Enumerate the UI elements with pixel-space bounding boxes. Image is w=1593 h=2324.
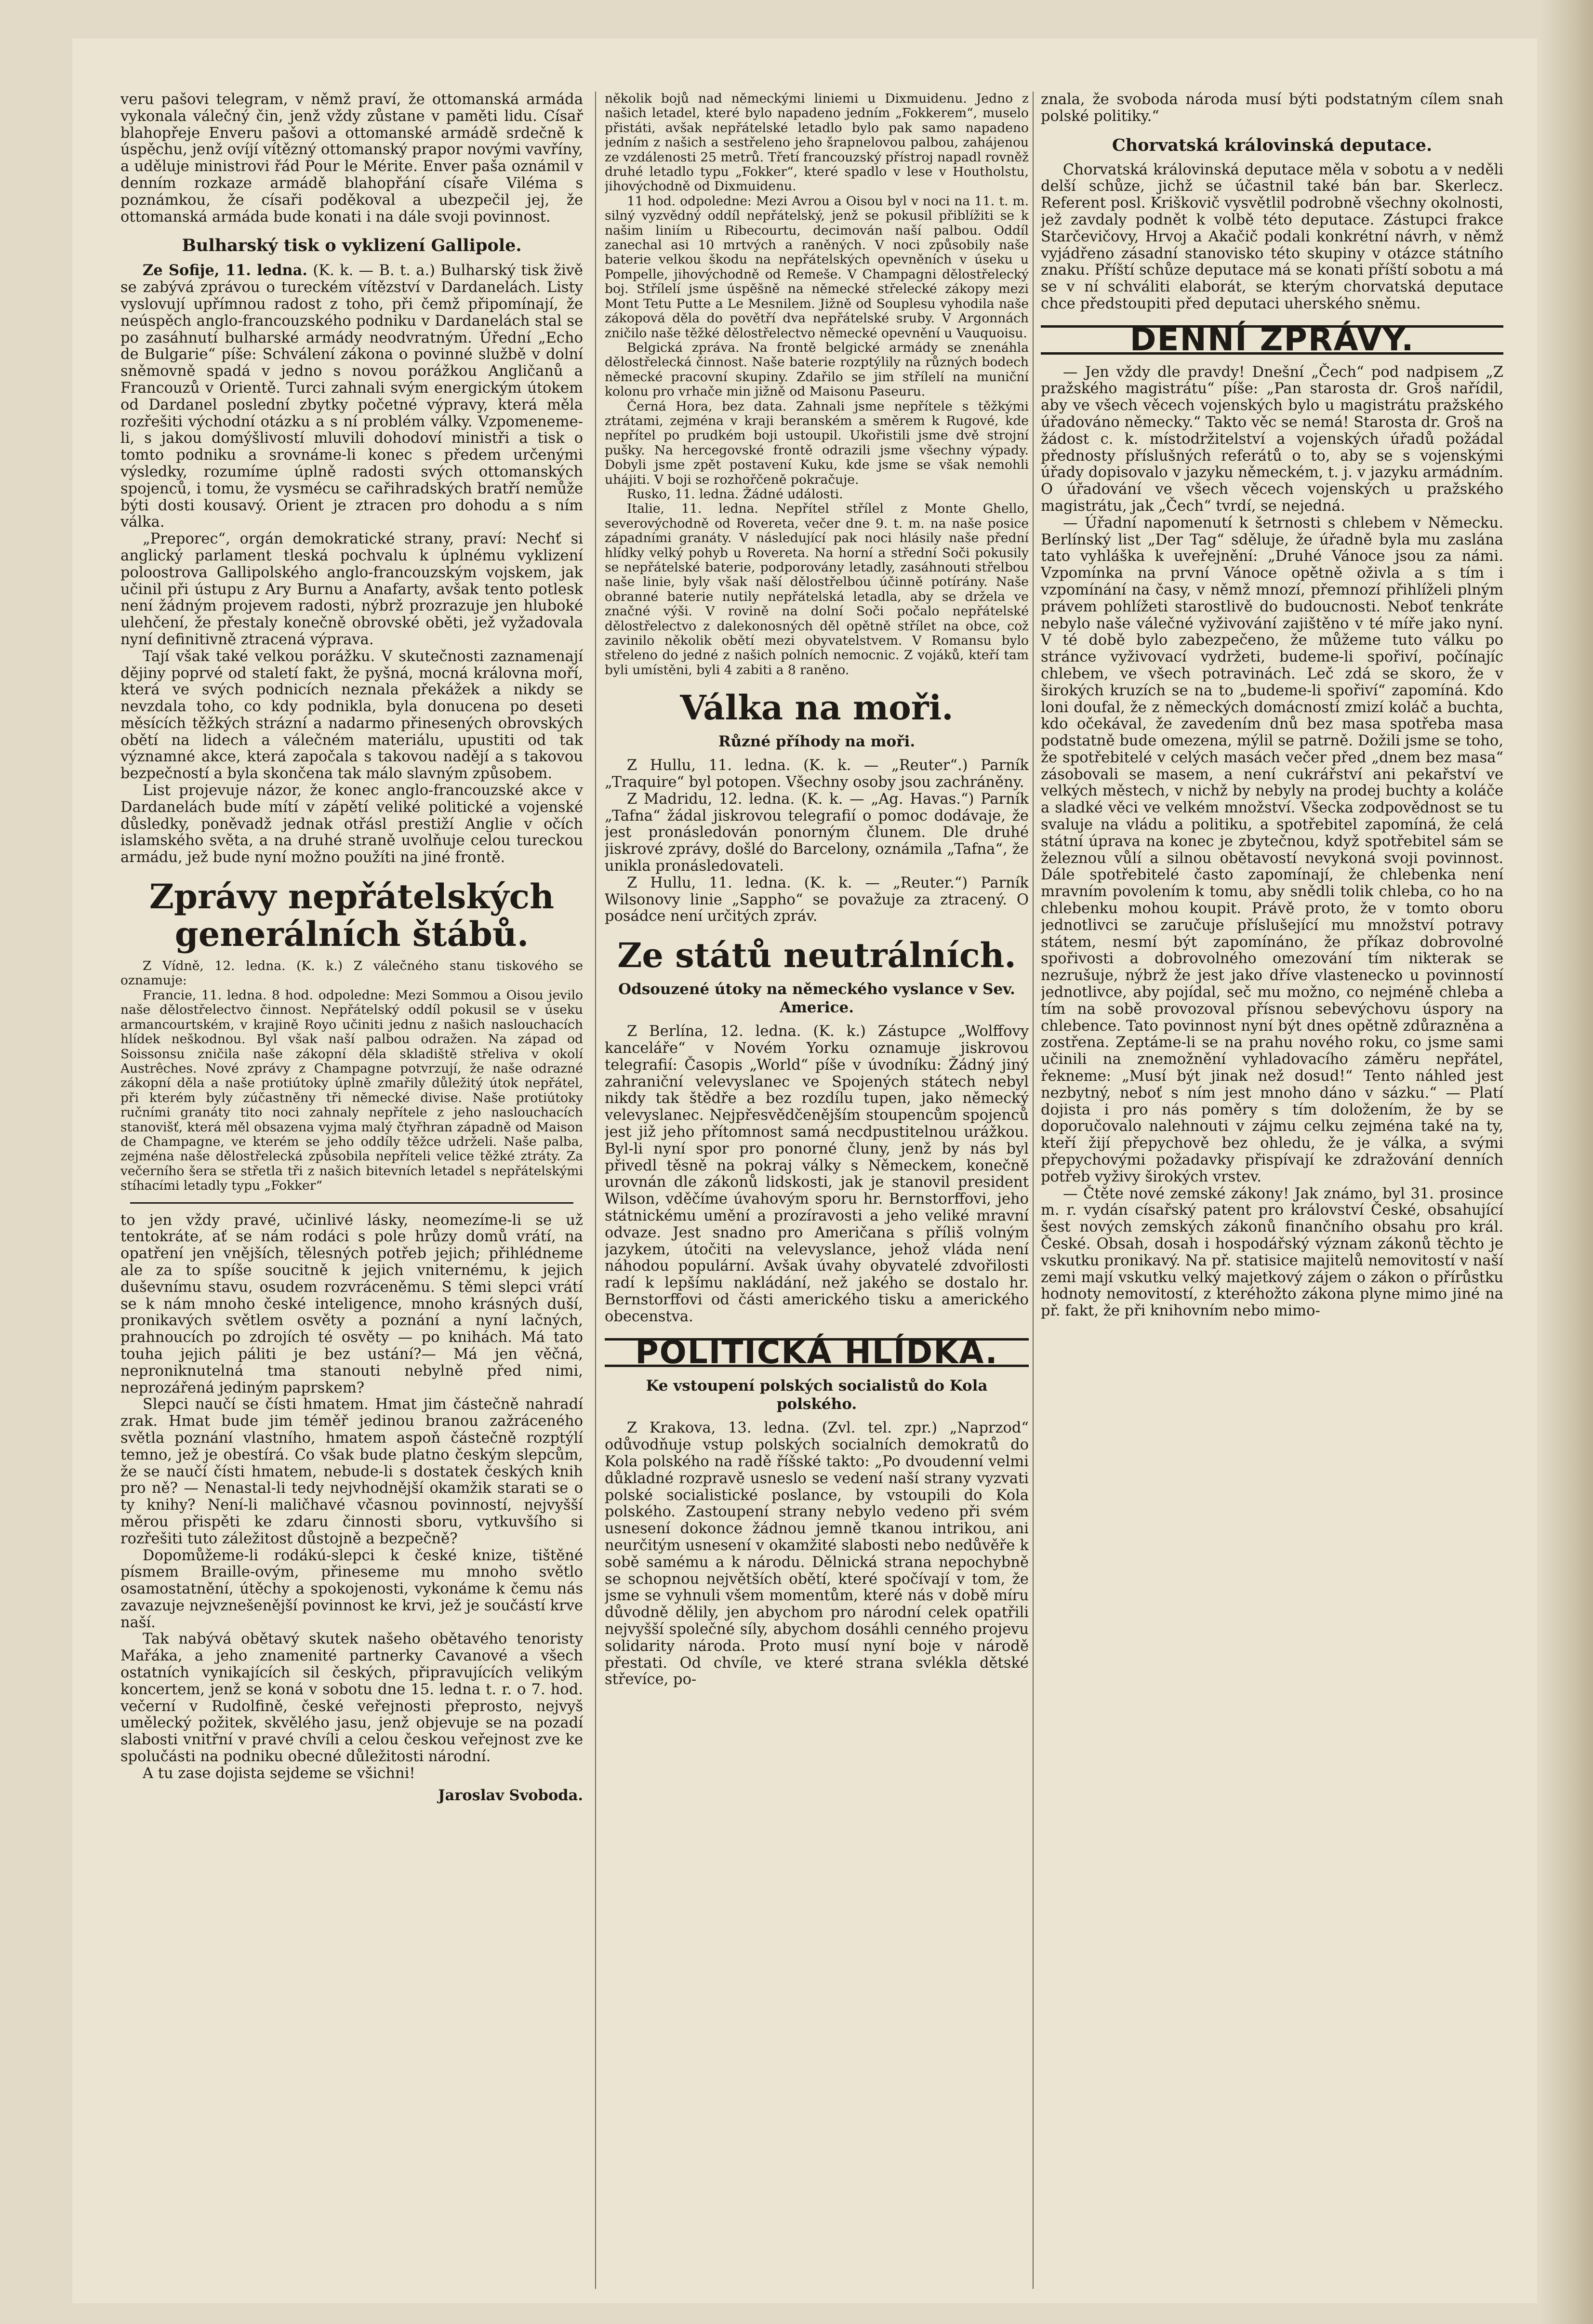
berlin-report: Z Berlína, 12. ledna. (K. k.) Zástupce „Wolffovy kanceláře“ v Novém Yorku oznamuje jiskrovou telegrafií: Časopis „World“ píše v úvodníku: Žádný jiný zahraniční velevyslanec ve Spojených státech nebyl nikdy tak štědře a bez rozdílu tupen, jako německý velevyslanec. Nejpřesvědčenějším stoupencům spojenců jest již jeho přítomnost samá necdpustitelnou urážkou. Byl-li nyní spor pro ponorné čluny, jenž by nás byl přivedl těsně na pokraj války s Německem, konečně urovnán dle zákonů lidskosti, jak je stanovil president Wilson, vděčíme úvahovým sporu hr. Bernstorffovi, jeho státnickému umění a prozíravosti a jeho veliké mravní odvaze. Jest snadno pro Američana s příliš volným jazykem, útočiti na velevyslance, jehož vláda není náhodou populární. Avšak úvahy obyvatelé zdvořilosti radí k lepšímu nakládání, než jakého se dostalo hr. Bernstorffovi od části amerického tisku a amerického obecenstva.	[605, 1023, 1029, 1325]
news-item-land-laws: — Čtěte nové zemské zákony! Jak známo, byl 31. prosince m. r. vydán císařský patent pro království České, obsahující šest nových zemských zákonů finančního obsahu pro král. České. Obsah, dosah i hospodářský význam zákonů těchto je vskutku pronikavý. Na př. statisice majitelů nemovitostí v naší zemi mají vskutku velký majetkový zájem o zákon o přírůstku hodnoty nemovitostí, z kteréhožto zákona plyne mimo jiné na př. fakt, že při knihovním nebo mimo-	[1041, 1185, 1503, 1320]
enver-pasha-telegram: veru pašovi telegram, v němž praví, že ottomanská armáda vykonala válečný čin, jenž vždy zůstane v paměti lidu. Císař blahopřeje Enveru pašovi a ottomanské armádě srdečně k úspěchu, jenž ovíjí vítězný ottomanský prapor novými vavříny, a uděluje ministrovi řád Pour le Mérite. Enver paša oznámil v denním rozkaze armádě blahopřání císaře Viléma s poznámkou, že císaři poděkoval a ubezpečil jej, že ottomanská armáda bude konati i na dále svoji povinnost.	[120, 92, 583, 226]
consequences-paragraph: List projevuje názor, že konec anglo-francouzské akce v Dardanelách bude mítí v zápětí veliké politické a vojenské důsledky, poněvadž jednak otřásl prestiží Anglie v očích islamského světa, a na druhé straně uvolňuje celou tureckou armádu, jež bude nyní možno použíti na jiné frontě.	[120, 782, 583, 866]
polish-politics-continuation: znala, že svoboda národa musí býti podstatným cílem snah polské politiky.“	[1041, 92, 1503, 125]
madrid-report: Z Madridu, 12. ledna. (K. k. — „Ag. Havas.“) Parník „Tafna“ žádal jiskrovou telegrafií o pomoc dodávaje, že jest pronásledován ponorným člunem. Dle druhé jiskrové zprávy, došlé do Barcelony, oznámila „Tafna“, že unikla pronásledovateli.	[605, 790, 1029, 875]
war-at-sea-heading: Válka na moři.	[680, 688, 954, 728]
sea-incidents-subheading: Různé příhody na moři.	[718, 733, 916, 751]
dateline: Ze Sofije, 11. ledna.	[143, 262, 308, 279]
column-left	[120, 92, 583, 2289]
montenegro-report: Černá Hora, bez data. Zahnali jsme nepřítele s těžkými ztrátami, zejména v kraji beranském a směrem k Rugové, kde nepřítel po prudkém boji ustoupil. Ukořistili jsme dvě strojní pušky. Na hercegovské frontě odrazili jsme všechny výpady. Dobyli jsme zpět postavení Kuku, kde jsme se však nemohli uhájiti. V boji se rozhořčeně pokračuje.	[605, 398, 1029, 487]
feuilleton-paragraph: to jen vždy pravé, učinlivé lásky, neomezíme-li se už tentokráte, ať se nám rodáci s pole hrůzy domů vrátí, na opatření jen vnějších, tělesných potřeb jejich; přihlédneme ale za to spíše soucitně k jejich vniternému, k jejich duševnímu stavu, osudem rozvráceněmu. S těmi slepci vrátí se k nám mnoho české inteligence, mnoho krásných duší, pronikavých světlem osvěty a poznání a nyní lačných, prahnoucích po zdrojích té osvěty — po knihách. Má tato touha jejich páliti je bez ustání?— Má jen věčná, neproniknutelná tma stanouti nebylně před nimi, neprozářená jediným paprskem?	[120, 1211, 583, 1396]
krakow-report: Z Krakova, 13. ledna. (Zvl. tel. zpr.) „Naprzod“ odůvodňuje vstup polských socialních demokratů do Kola polského na radě říšské takto: „Po dvoudenní velmi důkladné rozpravě usneslo se vedení naší strany vyzvati polské socialistické poslance, by vstoupili do Kola polského. Zastoupení strany nebylo vedeno při svém usnesení dokonce žádnou jemně tkanou intrikou, ani neurčitým usnesení v okamžité slabosti nebo nedůvěře k sobě samému a k národu. Dělnická strana nepochybně se schopnou největších obětí, které spočívají v tom, že jsme se vyhnuli všem momentům, které nás v době míru důvodně dělily, jen abychom pro národní celek opatřili nejvyšší společné síly, abychom dosáhli cenného projevu solidarity národa. Proto musí nyní boje v národě přestati. Od chvíle, ve které strana svlékla dětské střevíce, po-	[605, 1420, 1029, 1688]
daily-news-banner: DENNÍ ZPRÁVY.	[1041, 325, 1503, 355]
croatian-deputation-heading: Chorvatská královinská deputace.	[1112, 135, 1433, 155]
vienna-dateline: Z Vídně, 12. ledna. (K. k.) Z válečného stanu tiskového se oznamuje:	[120, 958, 583, 988]
feuilleton-paragraph: A tu zase dojista sejdeme se všichni!	[143, 1765, 415, 1782]
news-item-magistrate: — Jen vždy dle pravdy! Dnešní „Čech“ pod nadpisem „Z pražského magistrátu“ píše: „Pan starosta dr. Groš nařídil, aby ve všech věcech vojenských bylo u magistrátu pražského úřadováno německy.“ Takto věc se nemá! Starosta dr. Groš na žádost c. k. místodržitelství a vojenských úřadů požádal přednosty příslušných referátů o to, aby se s vojenskými úřady dopisovalo v jazyku německém, t. j. v jazyku armádním. O úřadování ve všech věcech vojenských u pražského magistrátu, jak „Čech“ tvrdí, se nejedná.	[1041, 363, 1503, 515]
croatian-deputation-report: Chorvatská královinská deputace měla v sobotu a v neděli delší schůze, jichž se účastnil také bán bar. Skerlecz. Referent posl. Kriškovič vysvětlil podrobně všechny okolnosti, jež zavdaly podnět k volbě této deputace. Zástupci frakce Starčevičovy, Hrvoj a Akačič podali konkrétní návrh, v němž vyjádřeno zásadní stanovisko této skupiny v otázce státního znaku. Příští schůze deputace má se konati příští sobotu a má se v ní schváliti elaborát, se kterým chorvatská deputace chce předstoupiti před deputaci uherského sněmu.	[1041, 161, 1503, 312]
page-binding-edge	[1540, 0, 1593, 2324]
hull-report: Z Hullu, 11. ledna. (K. k. — „Reuter“.) Parník „Traquire“ byl potopen. Všechny osoby jsou zachráněny.	[605, 757, 1029, 791]
author-signature: Jaroslav Svoboda.	[438, 1786, 583, 1804]
column-rule	[595, 92, 596, 2289]
feuilleton-paragraph: Dopomůžeme-li rodákú-slepci k české knize, tištěné písmem Braille-ovým, přineseme mu mnoho světlo osamostatnění, útěchy a spokojenosti, vykonáme k čemu nás zavazuje nejvznešenější povinnost ke krvi, jež je součástí krve naší.	[120, 1547, 583, 1631]
france-report: Francie, 11. ledna. 8 hod. odpoledne: Mezi Sommou a Oisou jevilo naše dělostřelectvo činnost. Nepřátelský oddíl pokusil se v úseku armancourtském, v krajině Royo učiniti jednu z našich naslouchacích hlídek neškodnou. Byl však naší palbou odražen. Na západ od Soissonsu zničila naše zákopní děla skladiště střeliva v okolí Austrêches. Nové zprávy z Champagne potvrzují, že naše odrazné zákopní děla a naše protiútoky úplně zmařily důležitý útok nepřátel, při kterém byly zúčastněny tři německé divise. Naše protiútoky ručními granáty tito noci zahnaly nepřítele z jeho naslouchacích stanovišť, která měl obsazena vyjma malý čtyřhran západně od Maison de Champagne, ve kterém se jeho oddíly těžce udrželi. Naše palba, zejména naše dělostřelecká způsobila nepříteli velice těžké ztráty. Za večerního šera se střetla tři z našich bitevních letadel s nepřátelskými stíhacími letadly typu „Fokker“	[120, 987, 583, 1194]
feuilleton-paragraph: Tak nabývá obětavý skutek našeho obětavého tenoristy Mařáka, a jeho znamenité partnerky Cavanové a všech ostatních vynikajících sil českých, připravujících velikým koncertem, jenž se koná v sobotu dne 15. ledna t. r. o 7. hod. večerní v Rudolfině, české veřejnosti přeprosto, nejvyš umělecký požitek, skvělého jasu, jenž objevuje se na pozadí slabosti vnitřní v pravé chvíli a celou českou veřejnost zve ke spolučásti na podniku obecné důležitosti národní.	[120, 1631, 583, 1766]
belgian-report: Belgická zpráva. Na frontě belgické armády se znenáhla dělostřelecká činnost. Naše baterie rozptýlily na různých bodech německé pracovní skupiny. Zdařilo se jim střílelí na muniční kolonu pro vrhače min jižně od Maisonu Paseuru.	[605, 340, 1029, 399]
political-watch-banner: POLITICKÁ HLÍDKA.	[605, 1338, 1029, 1368]
russia-report: Rusko, 11. ledna. Žádné události.	[627, 486, 843, 502]
italy-report: Italie, 11. ledna. Nepřítel střílel z Monte Ghello, severovýchodně od Rovereta, večer dne 9. t. m. na naše posice západními granáty. V následující pak noci hlásily naše přední hlídky velký pohyb u Rovereta. Na horní a střední Soči pokusily se nepřátelské baterie, podporovány letadly, zasáhnouti střelbou naše linie, byly však naší dělostřelbou účinně potírány. Naše obranné baterie nutily nepřátelská letadla, aby se držela ve značné výši. V rovině na dolní Soči počalo nepřátelské dělostřelectvo z dalekonosných děl opětně střílet na obce, což zavinilo několik obětí mezi obyvatelstvem. V Romansu bylo střeleno do jedné z našich polních nemocnic. Z vojáků, kteří tam byli umístěni, byli 4 zabiti a 8 raněno.	[605, 501, 1029, 677]
enemy-staff-reports-heading: Zprávy nepřátelských generálních štábů.	[149, 876, 555, 955]
hull-sappho-report: Z Hullu, 11. ledna. (K. k. — „Reuter.“) Parník Wilsonovy linie „Sappho“ se považuje za ztracený. O posádce není určitých zpráv.	[605, 874, 1029, 925]
polish-socialists-subheading: Ke vstoupení polských socialistů do Kola polského.	[646, 1377, 988, 1413]
evening-report: 11 hod. odpoledne: Mezi Avrou a Oisou byl v noci na 11. t. m. silný vyzvědný oddíl nepřátelský, jenž se pokusil přiblížiti se k našim liniím u Ribecourtu, decimován naší palbou. Oddíl zanechal asi 10 mrtvých a raněných. V noci způsobily naše baterie velkou škodu na nepřátelských opevněních v úseku u Pompelle, jihovýchodně od Remeše. V Champagni dělostřelecký boj. Střílelí jsme úspěšně na německé střelecké zákopy mezi Mont Tetu Putte a Le Mesnilem. Jižně od Souplesu vyhodila naše zákopová děla do povětří dva nepřátelské sruby. V Argonnách zničilo naše těžké dělostřelectvo německé opevnění u Vauquoisu.	[605, 193, 1029, 341]
bulgarian-press-heading: Bulharský tisk o vyklizení Gallipole.	[182, 236, 522, 256]
air-combat-report: několik bojů nad německými liniemi u Dixmuidenu. Jedno z našich letadel, které bylo napadeno jedním „Fokkerem“, muselo přistáti, avšak nepřátelské letadlo bylo pak samo napadeno jedním z našich a sestřeleno jeho šrapnelovou palbou, zahájenou ze vzdálenosti 25 metrů. Třetí francouzský přístroj napadl rovněž druhé letadlo typu „Fokker“, které spadlo v lese v Houtholstu, jihovýchodně od Dixmuidenu.	[605, 92, 1029, 194]
neutral-states-subheading: Odsouzené útoky na německého vyslance v Sev. Americe.	[618, 981, 1015, 1017]
column-rule	[1033, 92, 1034, 2289]
section-divider	[130, 1202, 573, 1204]
newspaper-page	[72, 39, 1537, 2303]
sofia-report: Ze Sofije, 11. ledna. (K. k. — B. t. a.) Bulharský tisk živě se zabývá zprávou o tureckém vítězství v Dardanelách. Listy vyslovují upřímnou radost z toho, při čemž připomínají, že neúspěch anglo-francouzského podniku v Dardanelách stal se po zasáhnutí bulharské armády neodvratným. Úřední „Echo de Bulgarie“ píše: Schválení zákona o povinné službě v dolní sněmovně spadá v jedno s novou porážkou Angličanů a Francouzů v Orientě. Turci zahnali svým energickým útokem od Dardanel poslední zbytky početné výpravy, která měla rozřešiti východní otázku a s ní problém války. Vzpomeneme-li, s jakou domýšlivostí mluvili dohodoví ministři a tisk o tomto podniku a srovnáme-li konec s předem určenými výsledky, rozumíme úplně radosti svých ottomanských spojenců, i tomu, že vysmécu se cařihradských bratří nemůže býti dosti kousavý. Orient je ztracen pro dohodu a s ním válka.	[120, 262, 583, 531]
column-right	[1041, 92, 1503, 2289]
preporec-paragraph: „Preporec“, orgán demokratické strany, praví: Nechť si anglický parlament tleská pochvalu k úplnému vyklizení poloostrova Gallipolského anglo-francouzským vojskem, jak učinil při ústupu z Ary Burnu a Anafarty, avšak tento potlesk není žádným projevem radosti, nýbrž prozrazuje jen hluboké ulehčení, že přestaly konečně obrovské oběti, jež vyžadovala nyní definitivně ztracená výprava.	[120, 531, 583, 648]
feuilleton-paragraph: Slepci naučí se čísti hmatem. Hmat jim částečně nahradí zrak. Hmat bude jim téměř jedinou branou zažráceného světla poznání vlastního, hmatem aspoň částečně rozptýlí temno, jež je obestírá. Co však bude platno českým slepcům, že se naučí čísti hmatem, nebude-li s dostatek českých knih pro ně? — Nenastal-li tedy nejvhodnější okamžik starati se o ty knihy? Není-li maličhavé včasnou povinností, nejvyšší měrou přispěti ke zdaru činnosti sboru, vytkuvšího si rozřešiti tuto záležitost důstojně a bezpečně?	[120, 1396, 583, 1547]
column-middle	[605, 92, 1029, 2289]
defeat-paragraph: Tají však také velkou porážku. V skutečnosti zaznamenají dějiny poprvé od staletí fakt, že pyšná, mocná královna moří, která ve svých podnicích neznala překážek a nikdy se nevzdala toho, co kdy podnikla, byla donucena po deseti měsících těžkých strázní a nadarmo přinesených obrovských obětí na lidech a válečném materiálu, upustiti od tak významné akce, která započala s takovou nadějí a s takovou bezpečností a byla skončena tak málo slavným způsobem.	[120, 648, 583, 783]
neutral-states-heading: Ze států neutrálních.	[617, 935, 1016, 976]
news-item-bread: — Úřadní napomenutí k šetrnosti s chlebem v Německu. Berlínský list „Der Tag“ sděluje, že úřadně byla mu zaslána tato vyhláška k uveřejnění: „Druhé Vánoce jsou za námi. Vzpomínka na první Vánoce opětně oživla a s tím i vzpomínání na časy, v němž mnozí, přemnozí přihlíželi plným právem pohlížeti starostlivě do budoucnosti. Neboť tenkráte nebylo naše válečné vyživování zajištěno v té míře jako nyní. V té době bylo zabezpečeno, že můžeme tuto válku po stránce vyživovací vydržeti, budeme-li spořiví, počínajíc chlebem, ve všech potravinách. Leč zdá se skoro, že v širokých kruzích se na to „budeme-li spořiví“ zapomíná. Kdo loni doufal, že z německých domácností zmizí koláč a buchta, kdo očekával, že zavedením dnů bez masa spotřeba masa podstatně bude omezena, mýlil se patrně. Dožili jsme se toho, že spotřebitelé v celých masách večer před „dnem bez masa“ zásobovali se masem, a není cukrářství ani pekařství ve velkých městech, v nichž by nebyly na prodej buchty a koláče a sladké věci ve velkém množství. Všecka zodpovědnost se tu svaluje na vládu a politiku, a spotřebitel zapomíná, že celá státní úprava na konec je zbytečnou, když spotřebitel sám se železnou vůlí a silnou obětavostí nevykoná svoji povinnost. Dále spotřebitelé často zapomínají, že chlebenka není mravním povolením k tomu, aby snědli tolik chleba, co ho na chlebenku mohou koupit. Právě proto, že v tomto oboru jednotlivci se zaručuje příslušející mu množství potravy státem, nesmí být zapomínáno, že příkaz dobrovolné spořivosti a dobrovolného omezování tím nikterak se nezrušuje, nýbrž že jest jako dříve vlastenecko u povinností jednotlivce, aby pojídal, seč mu možno, co nejméně chleba a tím na sobě provozoval přísnou sebevýchovu úspory na chlebence. Tato povinnost nyní být dnes opětně zdůrazněna a zostřena. Zeptáme-li se na prahu nového roku, co jsme sami učinili na znemožnění vyhladovacího záměru nepřátel, řekneme: „Musí být jinak než dosud!“ Tento náhled jest nezbytný, neboť s ním jest mnoho dáno v sázku.“ — Platí dojista i pro nás poměry s tím doložením, že by se doporučovalo nalehnouti v zájmu celku zejména také na ty, kteří žijí přepychově bez ohledu, že je válka, a svými přepychovými požadavky přispívají ke zdražování denních potřeb vyživy širokých vrstev.	[1041, 514, 1503, 1185]
